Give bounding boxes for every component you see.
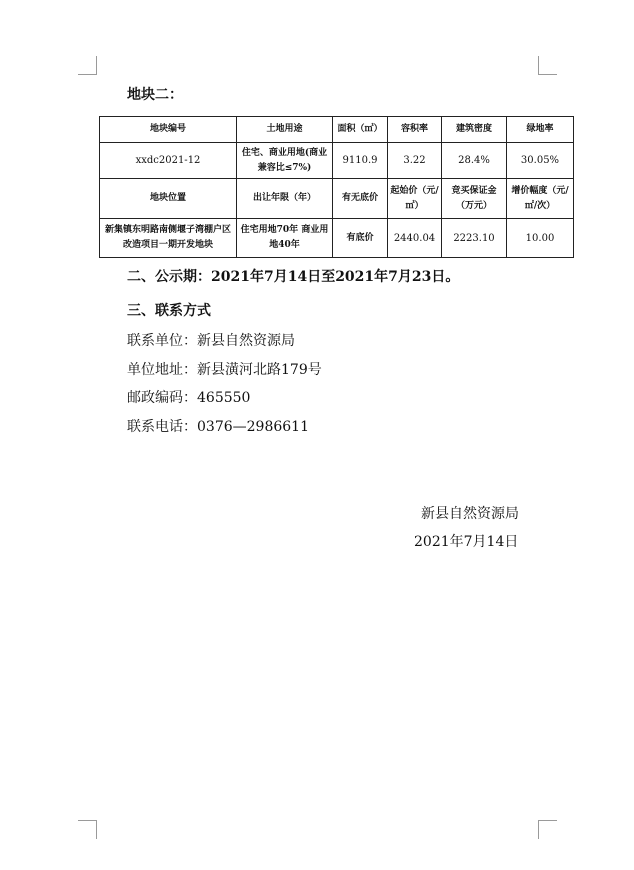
header-cell: 容积率	[388, 117, 442, 143]
header-cell: 出让年限（年）	[237, 179, 333, 219]
header-cell: 建筑密度	[442, 117, 507, 143]
header-cell: 增价幅度（元/㎡/次）	[507, 179, 574, 219]
contact-phone: 联系电话：0376—2986611	[127, 419, 309, 435]
table-cell: 住宅用地70年 商业用地40年	[237, 219, 333, 258]
contact-postcode: 邮政编码：465550	[127, 390, 251, 406]
crop-mark-top-right	[538, 56, 557, 75]
contact-unit: 联系单位：新县自然资源局	[127, 333, 295, 349]
publicity-period: 二、公示期：2021年7月14日至2021年7月23日。	[127, 269, 460, 285]
table-cell: 28.4%	[442, 143, 507, 179]
table-cell: 9110.9	[333, 143, 388, 179]
signature-date: 2021年7月14日	[414, 534, 519, 550]
table-header-row	[100, 117, 574, 143]
table-cell: 新集镇东明路南侧堰子湾棚户区改造项目一期开发地块	[100, 219, 237, 258]
header-cell: 起始价（元/㎡）	[388, 179, 442, 219]
land-parcel-table	[99, 116, 574, 258]
signature-org: 新县自然资源局	[421, 506, 519, 522]
table-cell: 有底价	[333, 219, 388, 258]
crop-mark-bottom-right	[538, 820, 557, 839]
contact-heading: 三、联系方式	[127, 303, 211, 319]
crop-mark-top-left	[78, 56, 97, 75]
table-header-row	[100, 179, 574, 219]
table-cell: 2440.04	[388, 219, 442, 258]
section-heading: 地块二：	[127, 87, 183, 103]
table-cell: 10.00	[507, 219, 574, 258]
table-cell: xxdc2021-12	[100, 143, 237, 179]
table-row	[100, 219, 574, 258]
header-cell: 地块编号	[100, 117, 237, 143]
header-cell: 地块位置	[100, 179, 237, 219]
table-cell: 住宅、商业用地(商业兼容比≤7%)	[237, 143, 333, 179]
header-cell: 土地用途	[237, 117, 333, 143]
crop-mark-bottom-left	[78, 820, 97, 839]
table-cell: 3.22	[388, 143, 442, 179]
table-cell: 30.05%	[507, 143, 574, 179]
header-cell: 绿地率	[507, 117, 574, 143]
header-cell: 竞买保证金（万元）	[442, 179, 507, 219]
table-row	[100, 143, 574, 179]
contact-address: 单位地址：新县潢河北路179号	[127, 362, 322, 378]
table-cell: 2223.10	[442, 219, 507, 258]
header-cell: 有无底价	[333, 179, 388, 219]
header-cell: 面积（㎡）	[333, 117, 388, 143]
